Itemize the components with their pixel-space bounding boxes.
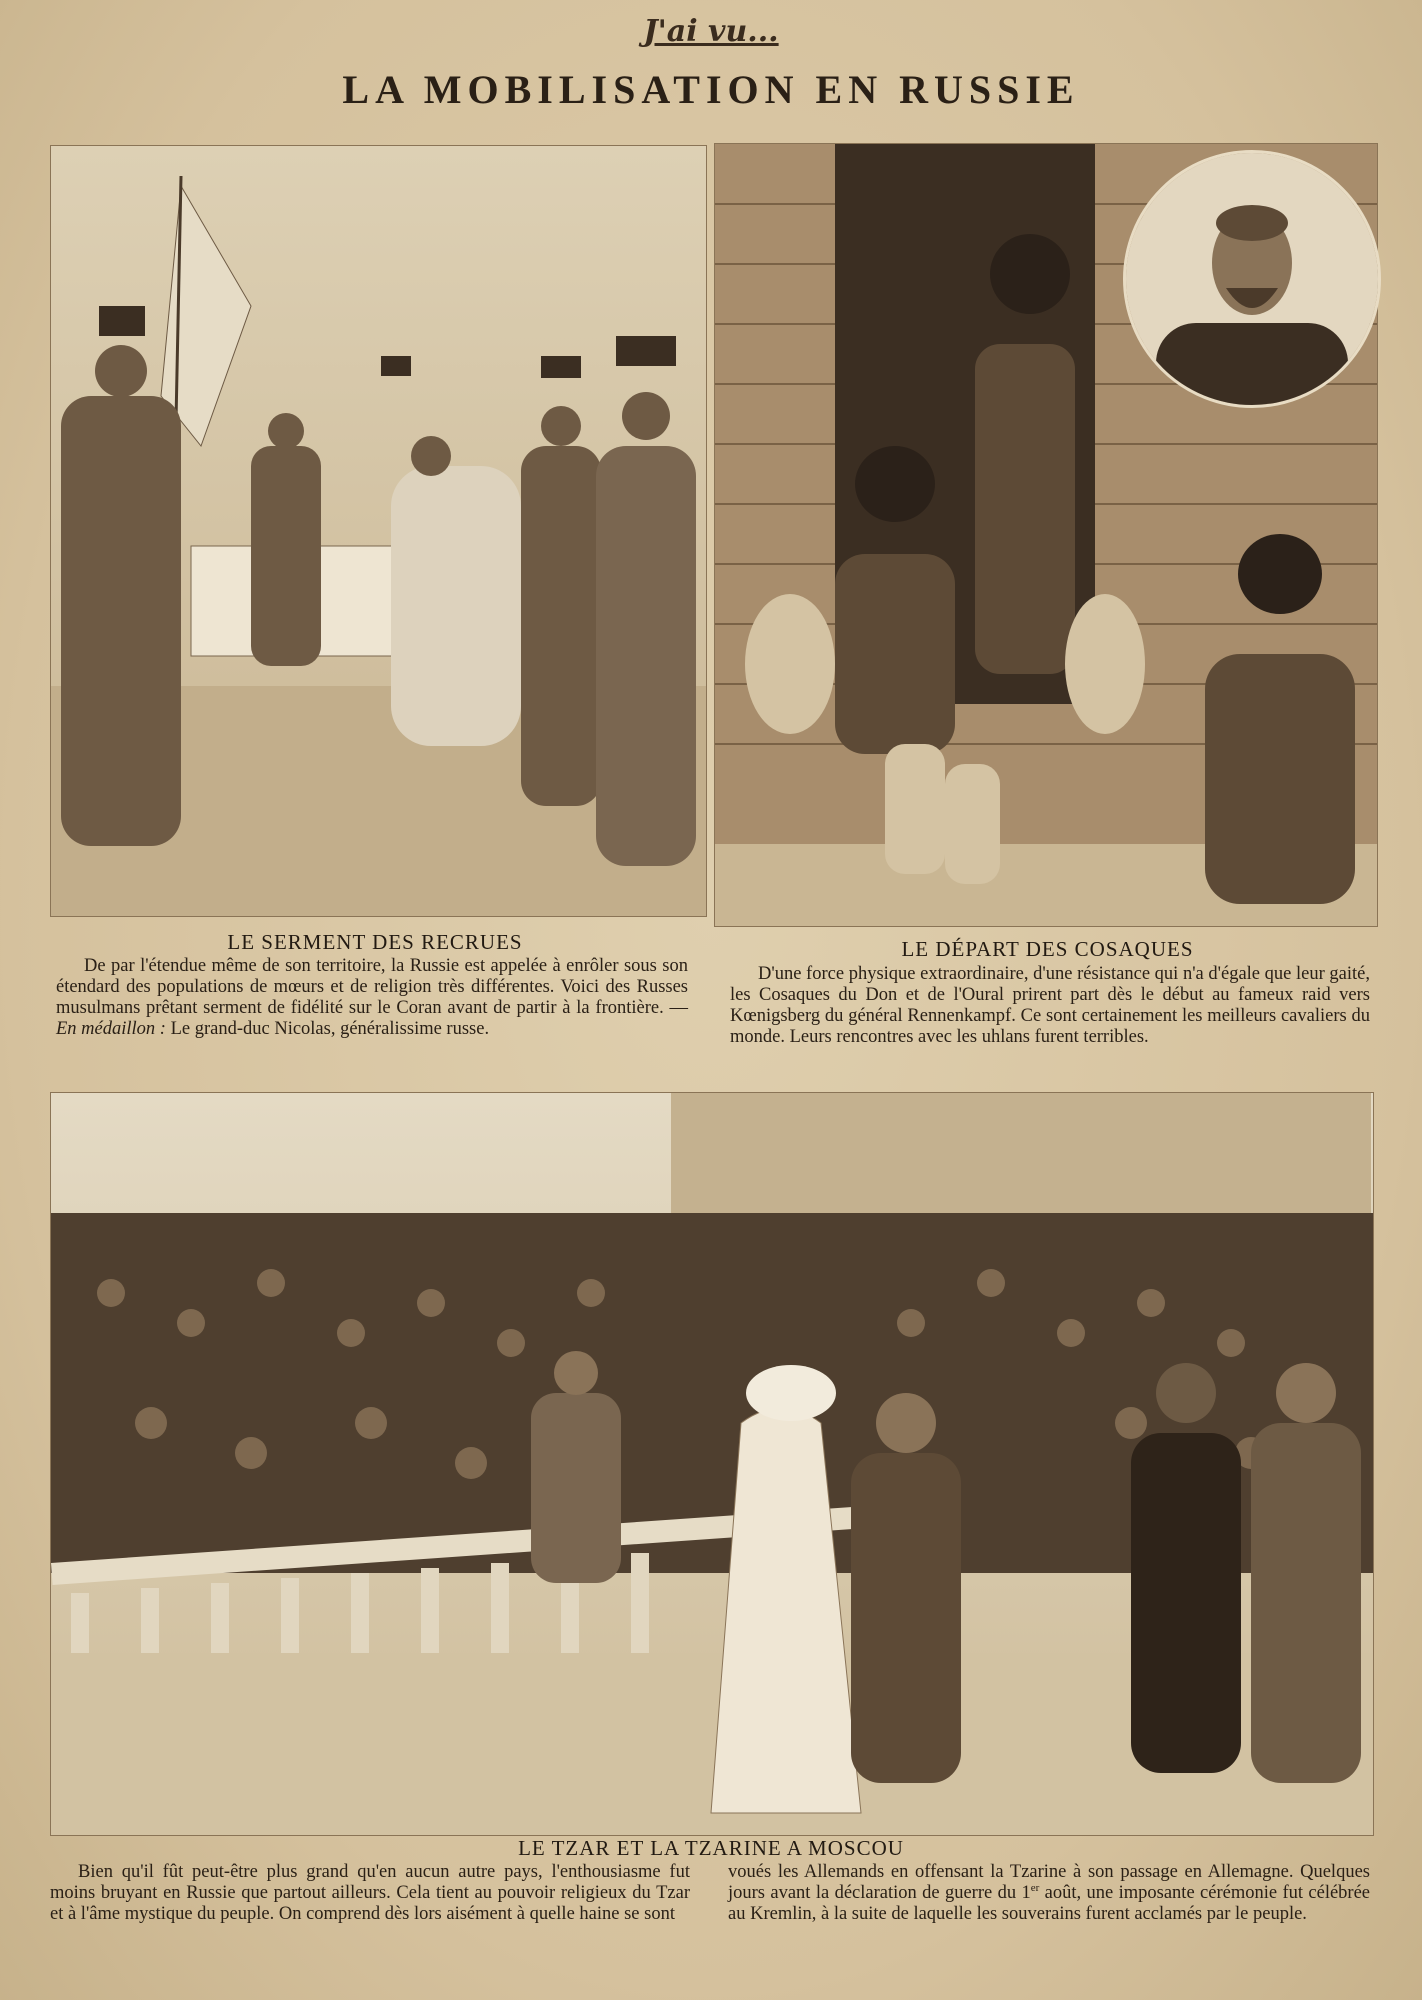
right-caption-body: D'une force physique extraordinaire, d'une résistance qui n'a d'égale que leur gaité, les Cosaques du Don et de l'Oural prirent part dès le début au fameux raid vers Kœnigsberg du général Rennenkampf. Ce sont certainement les meilleurs cavaliers du monde. Leurs rencontres avec les uhlans furent terribles. xyxy=(730,964,1370,1047)
photo-tsar-tsarina-moscow xyxy=(50,1092,1374,1836)
left-caption-title: LE SERMENT DES RECRUES xyxy=(227,930,523,954)
bottom-caption-right-text xyxy=(728,1862,1370,1925)
bottom-caption-left-body: Bien qu'il fût peut-être plus grand qu'en aucun autre pays, l'enthousiasme fut moins bruyant en Russie que partout ailleurs. Cela tient au pouvoir religieux du Tzar et à l'âme mystique du peuple. On comprend dès lors aisément à quelle haine se sont xyxy=(50,1862,690,1924)
medallion-label: En médaillon : xyxy=(56,1019,166,1039)
bottom-caption-right-body-a: voués les Allemands en offensant la Tzarine à son passage en Allemagne. Quelques jours avant la déclaration de guerre du 1 xyxy=(728,1862,1370,1903)
photo-recruits-oath xyxy=(50,145,707,917)
medallion-text: Le grand-duc Nicolas, généralissime russe. xyxy=(170,1019,490,1039)
right-caption-text xyxy=(730,964,1370,1048)
bottom-caption-right-body-b: août, une imposante cérémonie fut célébrée au Kremlin, à la suite de laquelle les souverains furent acclamés par le peuple. xyxy=(728,1883,1371,1924)
left-caption-body: De par l'étendue même de son territoire, la Russie est appelée à enrôler sous son étendard des populations de mœurs et de religion très différentes. Voici des Russes musulmans prêtant serment de fidélité sur le Coran avant de partir à la frontière. — xyxy=(56,956,688,1018)
ordinal-superscript: er xyxy=(1030,1881,1040,1894)
left-caption-text xyxy=(56,956,688,1040)
photo-grand-duke-medallion xyxy=(1123,150,1381,408)
right-caption-title: LE DÉPART DES COSAQUES xyxy=(901,937,1194,961)
page-title: LA MOBILISATION EN RUSSIE xyxy=(342,67,1080,112)
bottom-caption-title: LE TZAR ET LA TZARINE A MOSCOU xyxy=(518,1836,904,1860)
masthead-logo: J'ai vu... xyxy=(643,14,779,49)
bottom-caption-left-text xyxy=(50,1862,690,1925)
